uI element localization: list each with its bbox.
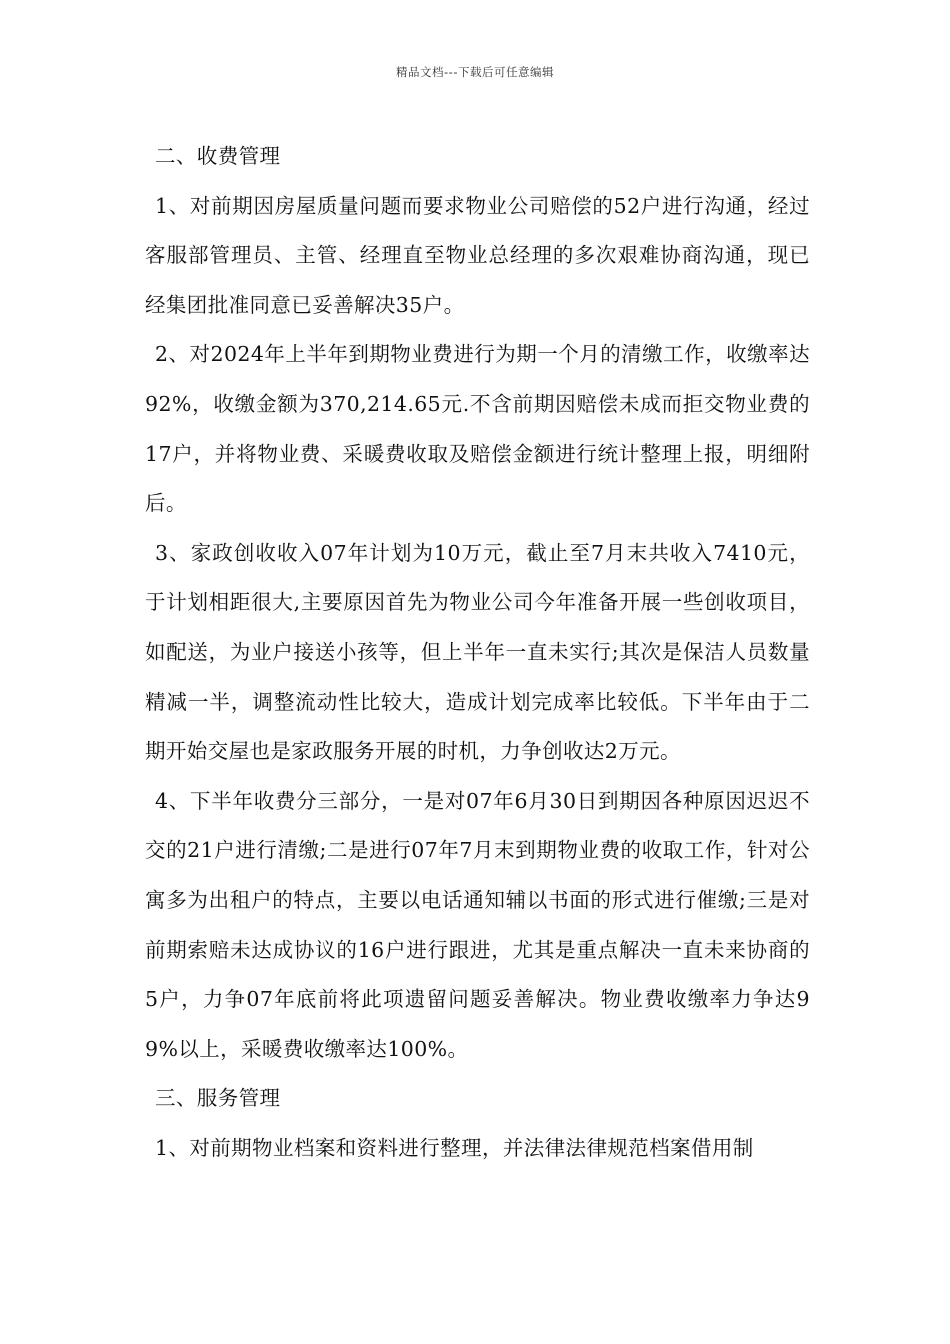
fees-paragraph-1: 1、对前期因房屋质量问题而要求物业公司赔偿的52户进行沟通，经过客服部管理员、主管、经理直至物业总经理的多次艰难协商沟通，现已经集团批准同意已妥善解决35户。 [145, 193, 810, 317]
fees-paragraph-3: 3、家政创收收入07年计划为10万元，截止至7月末共收入7410元，于计划相距很大,主要原因首先为物业公司今年准备开展一些创收项目，如配送，为业户接送小孩等，但上半年一直未实行;其次是保洁人员数量精减一半，调整流动性比较大，造成计划完成率比较低。下半年由于二期开始交屋也是家政服务开展的时机，力争创收达2万元。 [145, 540, 810, 764]
page-header: 精品文档---下载后可任意编辑 [396, 65, 554, 79]
document-body [145, 132, 810, 1173]
fees-paragraph-4: 4、下半年收费分三部分，一是对07年6月30日到期因各种原因迟迟不交的21户进行清缴;二是进行07年7月末到期物业费的收取工作，针对公寓多为出租户的特点，主要以电话通知辅以书面的形式进行催缴;三是对前期索赔未达成协议的16户进行跟进，尤其是重点解决一直未来协商的5户，力争07年底前将此项遗留问题妥善解决。物业费收缴率力争达99%以上，采暖费收缴率达100%。 [145, 788, 810, 1061]
section-heading-service: 三、服务管理 [155, 1086, 281, 1111]
section-heading-fees: 二、收费管理 [155, 144, 281, 168]
fees-paragraph-2: 2、对2024年上半年到期物业费进行为期一个月的清缴工作，收缴率达92%，收缴金额为370,214.65元.不含前期因赔偿未成而拒交物业费的17户，并将物业费、采暖费收取及赔偿金额进行统计整理上报，明细附后。 [145, 342, 810, 516]
service-paragraph-1: 1、对前期物业档案和资料进行整理，并法律法律规范档案借用制 [155, 1135, 754, 1160]
